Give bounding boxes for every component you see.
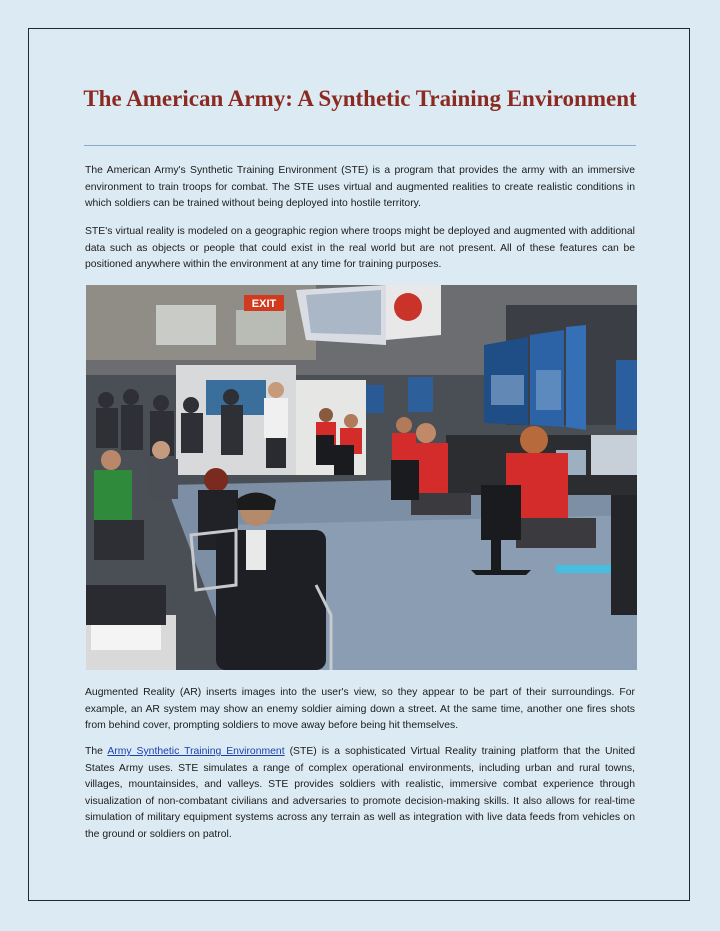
exit-sign-text: EXIT bbox=[251, 298, 277, 310]
paragraph-ste-platform bbox=[85, 744, 635, 844]
paragraph-suffix: (STE) is a sophisticated Virtual Reality training platform that the United States Army uses. STE simulates a range of complex operational environments, including urban and rural towns, villages, mountainsides, and valleys. STE provides soldiers with realistic, immersive combat experience through visualization of non-combatant civilians and adversaries to promote decision-making skills. It also allows for real-time simulation of military equipment systems across any terrain as well as integration with live data feeds from vehicles on the ground or soldiers on patrol. bbox=[85, 746, 636, 840]
page-title: The American Army: A Synthetic Training Environment bbox=[83, 86, 637, 111]
ste-link[interactable]: Army Synthetic Training Environment bbox=[107, 746, 285, 757]
paragraph-intro: The American Army's Synthetic Training Environment (STE) is a program that provides the army with an immersive environment to train troops for combat. The STE uses virtual and augmented realities to create realistic conditions in which soldiers can be trained without being deployed into hostile territory. bbox=[85, 165, 635, 210]
document-page bbox=[28, 28, 690, 901]
title-divider bbox=[84, 145, 636, 146]
paragraph-prefix: The bbox=[85, 746, 108, 757]
paragraph-augmented-reality: Augmented Reality (AR) inserts images into the user's view, so they appear to be part of their surroundings. For example, an AR system may show an enemy soldier aiming down a street. At the same time, another one fires shots from behind cover, prompting soldiers to move away before being hit themselves. bbox=[85, 687, 635, 732]
training-exhibit-photo bbox=[86, 285, 637, 670]
paragraph-virtual-reality: STE's virtual reality is modeled on a geographic region where troops might be deployed and augmented with additional data such as objects or people that could exist in the real world but are not present. All of these features can be positioned anywhere within the environment at any time for training purposes. bbox=[85, 226, 635, 271]
